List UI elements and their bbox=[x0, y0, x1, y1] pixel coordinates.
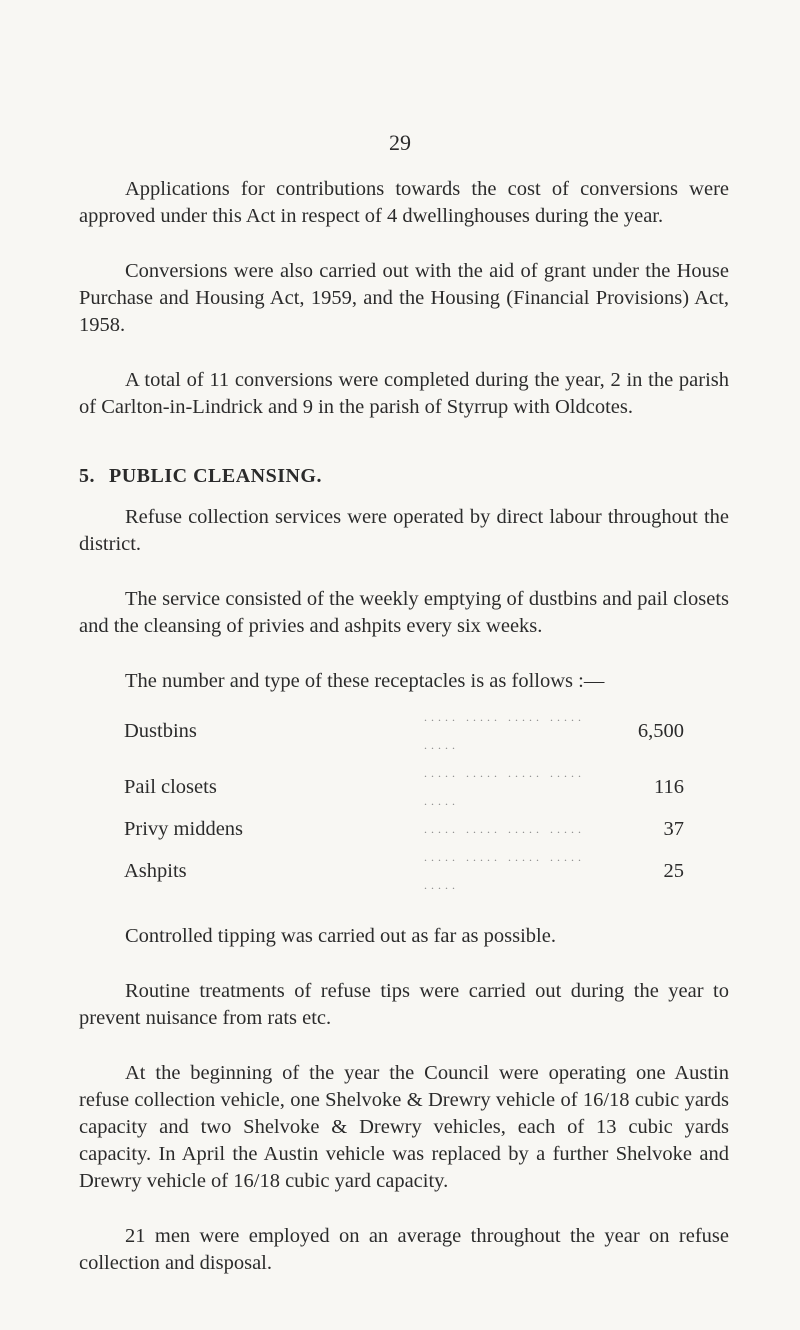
paragraph-tip-treatments: Routine treatments of refuse tips were carried out during the year to prevent nuisance from rats etc. bbox=[79, 980, 729, 1029]
table-row bbox=[124, 703, 684, 759]
receptacle-label: Pail closets bbox=[124, 776, 217, 798]
table-row bbox=[124, 815, 684, 843]
page-body bbox=[79, 176, 729, 1305]
receptacle-count: 37 bbox=[663, 818, 684, 840]
receptacles-table bbox=[124, 703, 684, 899]
dot-leader: ..... ..... ..... ..... bbox=[424, 822, 585, 836]
paragraph-conversion-applications: Applications for contributions towards the cost of conversions were approved under this Act in respect of 4 dwellinghouses during the year. bbox=[79, 178, 729, 227]
receptacle-count: 25 bbox=[663, 860, 684, 882]
receptacle-label: Dustbins bbox=[124, 720, 197, 742]
section-number: 5. bbox=[79, 465, 95, 487]
dot-leader: ..... ..... ..... ..... ..... bbox=[424, 710, 585, 752]
receptacle-label: Privy middens bbox=[124, 818, 244, 840]
dot-leader: ..... ..... ..... ..... ..... bbox=[424, 766, 585, 808]
paragraph-receptacles-intro: The number and type of these receptacles is as follows :— bbox=[125, 670, 605, 692]
paragraph-vehicles: At the beginning of the year the Council were operating one Austin refuse collection vehicle, one Shelvoke & Drewry vehicle of 16/18 cubic yards capacity and two Shelvoke & Drewry vehicles, each of 13 cubic yards capacity. In April the Austin vehicle was replaced by a further Shelvoke and Drewry vehicle of 16/18 cubic yard capacity. bbox=[79, 1062, 729, 1192]
dot-leader: ..... ..... ..... ..... ..... bbox=[424, 850, 585, 892]
paragraph-staffing: 21 men were employed on an average throughout the year on refuse collection and disposal. bbox=[79, 1225, 729, 1274]
receptacle-label: Ashpits bbox=[124, 860, 187, 882]
paragraph-conversion-total: A total of 11 conversions were completed during the year, 2 in the parish of Carlton-in-Lindrick and 9 in the parish of Styrrup with Oldcotes. bbox=[79, 369, 729, 418]
table-row bbox=[124, 843, 684, 899]
paragraph-refuse-collection: Refuse collection services were operated by direct labour throughout the district. bbox=[79, 506, 729, 555]
table-row bbox=[124, 759, 684, 815]
section-heading bbox=[79, 465, 729, 488]
paragraph-conversion-grants: Conversions were also carried out with the aid of grant under the House Purchase and Housing Act, 1959, and the Housing (Financial Provisions) Act, 1958. bbox=[79, 260, 729, 336]
page-number: 29 bbox=[389, 130, 411, 155]
paragraph-service-description: The service consisted of the weekly emptying of dustbins and pail closets and the cleansing of privies and ashpits every six weeks. bbox=[79, 588, 729, 637]
section-title: PUBLIC CLEANSING. bbox=[109, 465, 322, 487]
paragraph-controlled-tipping: Controlled tipping was carried out as far as possible. bbox=[125, 925, 556, 947]
receptacle-count: 116 bbox=[654, 776, 684, 798]
receptacle-count: 6,500 bbox=[637, 720, 684, 742]
